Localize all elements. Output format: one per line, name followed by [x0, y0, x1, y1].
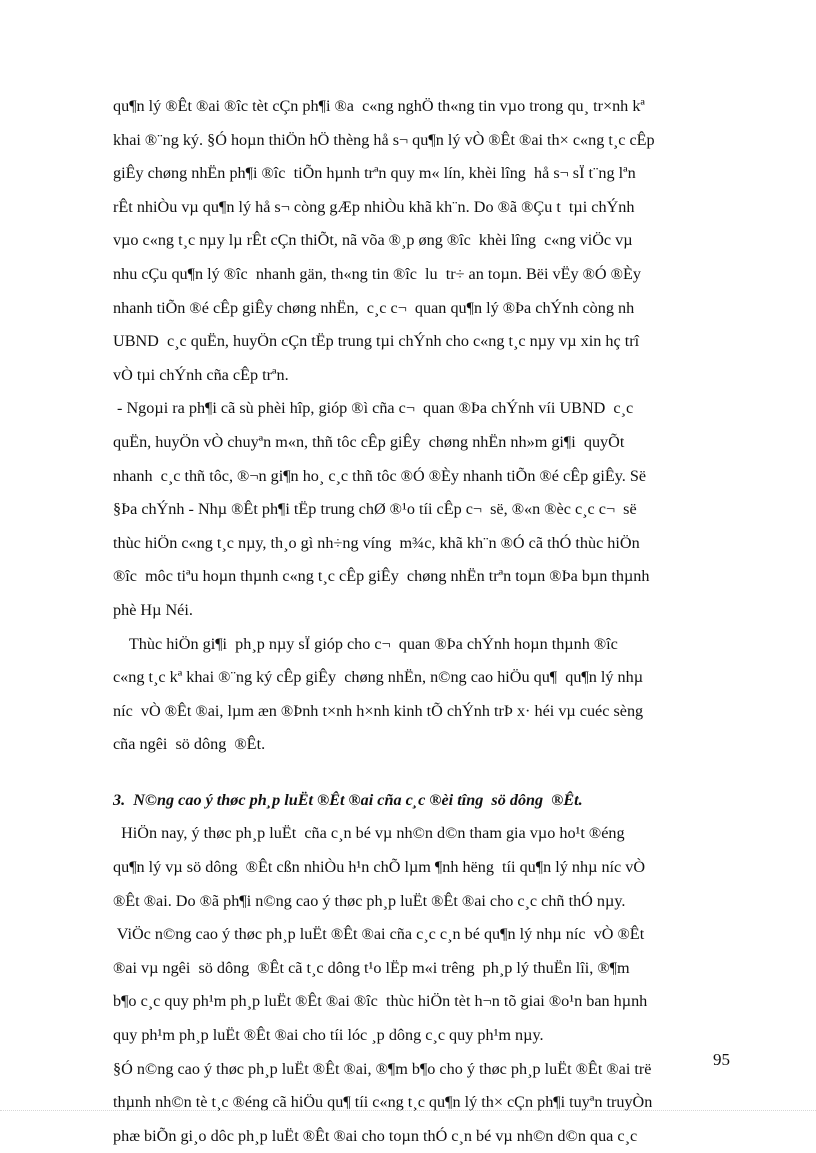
page-number: 95 — [713, 1050, 730, 1069]
text-line: níc vÒ ®Êt ®ai, lµm æn ®Þnh t×nh h×nh kinh tÕ chÝnh trÞ x· héi vµ cuéc sèng — [113, 701, 644, 720]
text-line: UBND c¸c quËn, huyÖn cÇn tËp trung tµi chÝnh cho c«ng t¸c nµy vµ xin hç trî — [113, 332, 640, 351]
text-line: §Ó n©ng cao ý thøc ph¸p luËt ®Êt ®ai, ®¶m b¶o cho ý thøc ph¸p luËt ®Êt ®ai trë — [113, 1059, 652, 1078]
text-line: Thùc hiÖn gi¶i ph¸p nµy sÏ gióp cho c¬ quan ®Þa chÝnh hoµn thµnh ®îc — [113, 634, 618, 653]
text-line: cña ngêi sö dông ®Êt. — [113, 735, 266, 754]
text-line: ViÖc n©ng cao ý thøc ph¸p luËt ®Êt ®ai cña c¸c c¸n bé qu¶n lý nhµ níc vÒ ®Êt — [113, 925, 645, 944]
section-spacer — [113, 762, 743, 784]
paragraph-4 — [113, 817, 743, 918]
paragraph-3 — [113, 628, 743, 762]
text-line: nhanh tiÕn ®é cÊp giÊy chøng nhËn, c¸c c¬ quan qu¶n lý ®Þa chÝnh còng nh — [113, 298, 635, 317]
text-line: ®Êt ®ai. Do ®ã ph¶i n©ng cao ý thøc ph¸p luËt ®Êt ®ai cho c¸c chñ thÓ nµy. — [113, 891, 626, 910]
text-line: vµo c«ng t¸c nµy lµ rÊt cÇn thiÕt, nã võa ®¸p øng ®îc khèi lîng c«ng viÖc vµ — [113, 231, 633, 250]
text-line: qu¶n lý ®Êt ®ai ®îc tèt cÇn ph¶i ®a c«ng nghÖ th«ng tin vµo trong qu¸ tr×nh kª — [113, 97, 645, 115]
text-line: qu¶n lý vµ sö dông ®Êt cßn nhiÒu h¹n chÕ lµm ¶nh hëng tíi qu¶n lý nhµ níc vÒ — [113, 858, 646, 877]
text-line: c«ng t¸c kª khai ®¨ng ký cÊp giÊy chøng nhËn, n©ng cao hiÖu qu¶ qu¶n lý nhµ — [113, 668, 644, 687]
text-line: quËn, huyÖn vÒ chuyªn m«n, thñ tôc cÊp giÊy chøng nhËn nh»m gi¶i quyÕt — [113, 432, 625, 451]
text-line: b¶o c¸c quy ph¹m ph¸p luËt ®Êt ®ai ®îc thùc hiÖn tèt h¬n tõ giai ®o¹n ban hµnh — [113, 992, 648, 1011]
paragraph-2 — [113, 392, 743, 627]
text-line: nhu cÇu qu¶n lý ®îc nhanh gän, th«ng tin ®îc lu tr÷ an toµn. Bëi vËy ®Ó ®Èy — [113, 264, 641, 283]
text-line: HiÖn nay, ý thøc ph¸p luËt cña c¸n bé vµ nh©n d©n tham gia vµo ho¹t ®éng — [113, 824, 625, 843]
text-line: thµnh nh©n tè t¸c ®éng cã hiÖu qu¶ tíi c«ng t¸c qu¶n lý th× cÇn ph¶i tuyªn truyÒn — [113, 1093, 653, 1112]
paragraph-5 — [113, 918, 743, 1052]
text-line: phæ biÕn gi¸o dôc ph¸p luËt ®Êt ®ai cho toµn thÓ c¸n bé vµ nh©n d©n qua c¸c — [113, 1126, 638, 1145]
text-line: vÒ tµi chÝnh cña cÊp trªn. — [113, 365, 289, 384]
paragraph-1 — [113, 90, 743, 392]
page-bottom-divider — [0, 1110, 816, 1111]
text-line: quy ph¹m ph¸p luËt ®Êt ®ai cho tíi lóc ¸p dông c¸c quy ph¹m nµy. — [113, 1026, 544, 1045]
text-line: giÊy chøng nhËn ph¶i ®îc tiÕn hµnh trªn quy m« lín, khèi lîng hå s¬ sÏ t¨ng lªn — [113, 164, 636, 183]
text-line: thùc hiÖn c«ng t¸c nµy, th¸o gì nh÷ng víng m¾c, khã kh¨n ®Ó cã thÓ thùc hiÖn — [113, 533, 640, 552]
body-text — [113, 90, 743, 1153]
text-line: khai ®¨ng ký. §Ó hoµn thiÖn hÖ thèng hå s¬ qu¶n lý vÒ ®Êt ®ai th× c«ng t¸c cÊp — [113, 130, 655, 149]
text-line: ®îc môc tiªu hoµn thµnh c«ng t¸c cÊp giÊy chøng nhËn trªn toµn ®Þa bµn thµnh — [113, 567, 650, 586]
text-line: rÊt nhiÒu vµ qu¶n lý hå s¬ còng gÆp nhiÒu khã kh¨n. Do ®ã ®Çu t tµi chÝnh — [113, 197, 635, 216]
text-line: - Ngoµi ra ph¶i cã sù phèi hîp, gióp ®ì cña c¬ quan ®Þa chÝnh víi UBND c¸c — [113, 399, 634, 418]
text-line: ®ai vµ ngêi sö dông ®Êt cã t¸c dông t¹o lËp m«i trêng ph¸p lý thuËn lîi, ®¶m — [113, 958, 630, 977]
text-line: nhanh c¸c thñ tôc, ®¬n gi¶n ho¸ c¸c thñ tôc ®Ó ®Èy nhanh tiÕn ®é cÊp giÊy. Së — [113, 466, 647, 485]
text-line: §Þa chÝnh - Nhµ ®Êt ph¶i tËp trung chØ ®¹o tíi cÊp c¬ së, ®«n ®èc c¸c c¬ së — [113, 500, 637, 519]
paragraph-6 — [113, 1053, 743, 1153]
section-heading: 3. N©ng cao ý thøc ph¸p luËt ®Êt ®ai cña c¸c ®èi tîng sö dông ®Êt. — [113, 790, 583, 809]
text-line: phè Hµ Néi. — [113, 600, 193, 619]
